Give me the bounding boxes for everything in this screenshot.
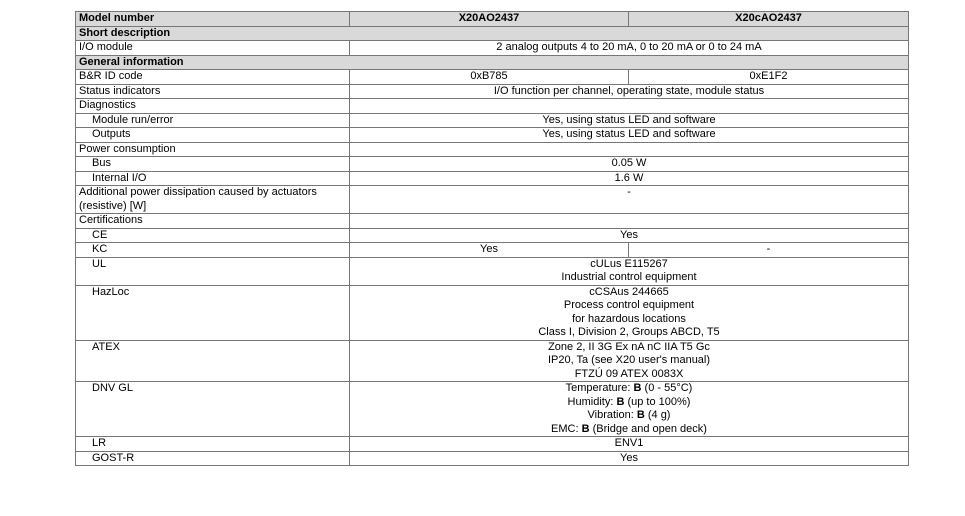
- row-value-col1: Yes: [350, 243, 629, 258]
- table-row: [76, 113, 909, 128]
- row-value-col1: 0xB785: [350, 70, 629, 85]
- header-label: Model number: [76, 12, 350, 27]
- table-row: [76, 142, 909, 157]
- row-value-col2: 0xE1F2: [629, 70, 909, 85]
- row-value: [350, 285, 909, 340]
- row-value: [350, 257, 909, 285]
- row-value: 1.6 W: [350, 171, 909, 186]
- table-row: [76, 41, 909, 56]
- row-value: 0.05 W: [350, 157, 909, 172]
- row-label: Internal I/O: [76, 171, 350, 186]
- row-label: LR: [76, 437, 350, 452]
- row-label: GOST-R: [76, 451, 350, 466]
- row-value: ENV1: [350, 437, 909, 452]
- row-label: [76, 186, 350, 214]
- row-value: Yes, using status LED and software: [350, 113, 909, 128]
- row-value: [350, 142, 909, 157]
- row-value: I/O function per channel, operating state, module status: [350, 84, 909, 99]
- section-title: Short description: [76, 26, 909, 41]
- table-row: [76, 228, 909, 243]
- label-line: Additional power dissipation caused by actuators: [79, 186, 317, 198]
- value-line: IP20, Ta (see X20 user's manual): [547, 354, 711, 366]
- table-row: [76, 437, 909, 452]
- value-line: Humidity: B (up to 100%): [567, 395, 691, 408]
- row-value: 2 analog outputs 4 to 20 mA, 0 to 20 mA or 0 to 24 mA: [350, 41, 909, 56]
- row-value: -: [350, 186, 909, 214]
- row-label: HazLoc: [76, 285, 350, 340]
- model-col1: X20AO2437: [350, 12, 629, 27]
- model-col2: X20cAO2437: [629, 12, 909, 27]
- row-value: [350, 340, 909, 382]
- row-label: Power consumption: [76, 142, 350, 157]
- row-value: Yes: [350, 451, 909, 466]
- row-label: Outputs: [76, 128, 350, 143]
- table-row: [76, 84, 909, 99]
- table-row: [76, 214, 909, 229]
- value-line: Class I, Division 2, Groups ABCD, T5: [538, 326, 720, 338]
- table-row: [76, 285, 909, 340]
- row-label: Status indicators: [76, 84, 350, 99]
- value-line: for hazardous locations: [572, 312, 686, 325]
- table-row: [76, 340, 909, 382]
- table-row: [76, 382, 909, 437]
- table-row: [76, 157, 909, 172]
- row-value: Yes: [350, 228, 909, 243]
- row-label: Module run/error: [76, 113, 350, 128]
- value-line: Process control equipment: [563, 299, 695, 311]
- table-row: [76, 70, 909, 85]
- table-row: [76, 186, 909, 214]
- table-row: [76, 171, 909, 186]
- value-line: FTZÚ 09 ATEX 0083X: [574, 367, 684, 380]
- row-label: CE: [76, 228, 350, 243]
- section-short-description: [76, 26, 909, 41]
- row-label: Certifications: [76, 214, 350, 229]
- row-value: [350, 214, 909, 229]
- value-line: Zone 2, II 3G Ex nA nC IIA T5 Gc: [548, 340, 710, 353]
- row-value-col2: -: [629, 243, 909, 258]
- row-label: ATEX: [76, 340, 350, 382]
- row-label: UL: [76, 257, 350, 285]
- table-row: [76, 99, 909, 114]
- table-row: [76, 128, 909, 143]
- row-label: I/O module: [76, 41, 350, 56]
- row-label: KC: [76, 243, 350, 258]
- value-line: EMC: B (Bridge and open deck): [551, 422, 707, 435]
- section-general-information: [76, 55, 909, 70]
- section-title: General information: [76, 55, 909, 70]
- row-label: Diagnostics: [76, 99, 350, 114]
- table-row: [76, 243, 909, 258]
- table-row: [76, 257, 909, 285]
- value-line: Temperature: B (0 - 55°C): [565, 382, 693, 394]
- row-value: Yes, using status LED and software: [350, 128, 909, 143]
- row-label: Bus: [76, 157, 350, 172]
- row-value: [350, 382, 909, 437]
- value-line: cULus E115267: [590, 257, 668, 270]
- value-line: cCSAus 244665: [589, 285, 669, 298]
- label-line: (resistive) [W]: [79, 199, 147, 212]
- spec-table: [75, 11, 909, 466]
- value-line: Industrial control equipment: [561, 271, 697, 283]
- row-label: B&R ID code: [76, 70, 350, 85]
- table-row: [76, 451, 909, 466]
- row-value: [350, 99, 909, 114]
- row-label: DNV GL: [76, 382, 350, 437]
- value-line: Vibration: B (4 g): [587, 409, 671, 421]
- table-header-row: [76, 12, 909, 27]
